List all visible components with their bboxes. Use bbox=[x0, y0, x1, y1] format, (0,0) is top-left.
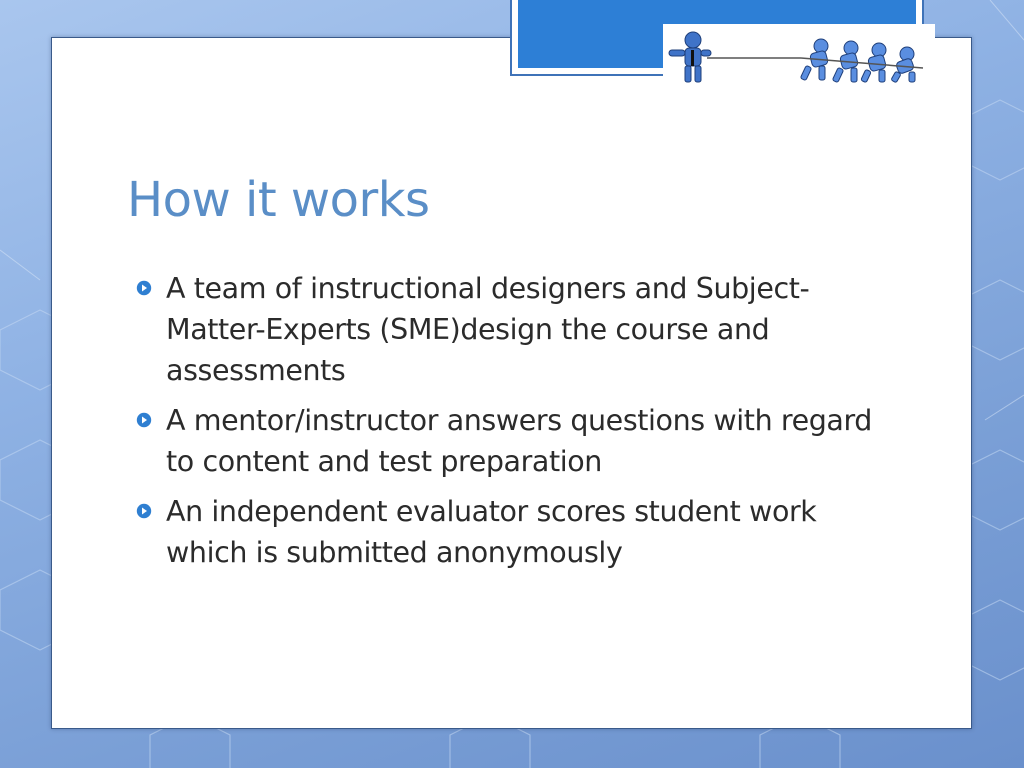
circle-arrow-icon bbox=[136, 412, 152, 428]
list-item bbox=[136, 400, 876, 482]
bullet-list bbox=[136, 268, 876, 582]
list-item bbox=[136, 268, 876, 391]
circle-arrow-icon bbox=[136, 503, 152, 519]
bullet-text: An independent evaluator scores student work which is submitted anonymously bbox=[166, 495, 817, 569]
slide-title: How it works bbox=[127, 172, 430, 228]
team-pulling-rope-icon bbox=[663, 24, 935, 88]
bullet-text: A team of instructional designers and Subject-Matter-Experts (SME)design the course and assessments bbox=[166, 272, 810, 387]
list-item bbox=[136, 491, 876, 573]
circle-arrow-icon bbox=[136, 280, 152, 296]
bullet-text: A mentor/instructor answers questions with regard to content and test preparation bbox=[166, 404, 872, 478]
